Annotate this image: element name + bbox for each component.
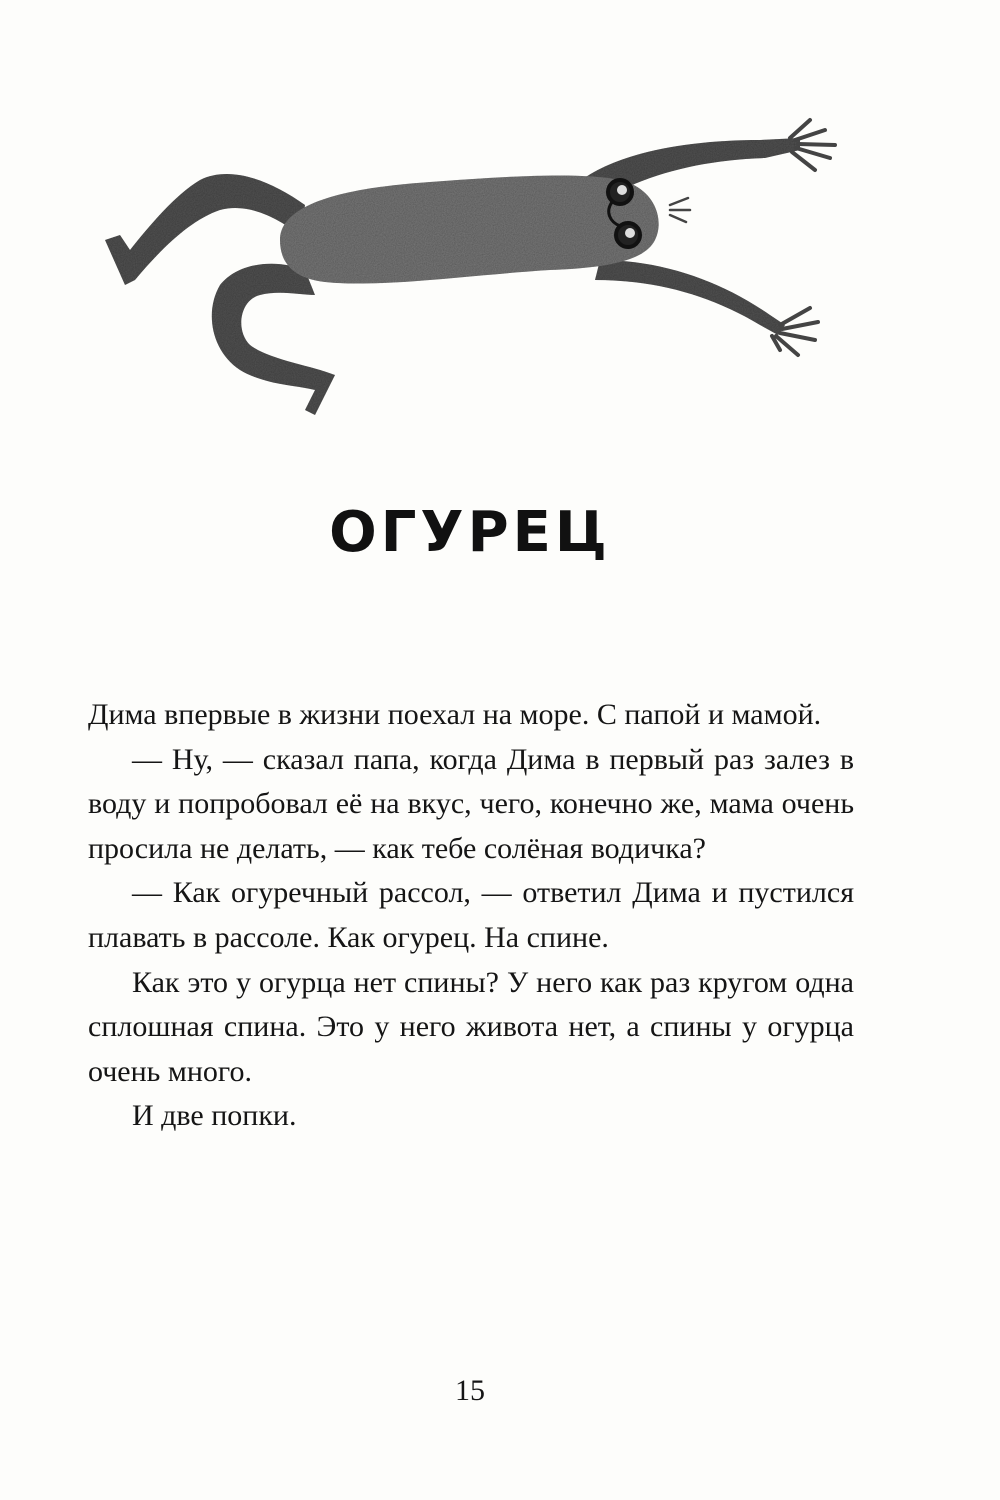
paragraph: Дима впервые в жизни поехал на море. С папой и мамой.: [88, 698, 822, 731]
chapter-body: [88, 693, 854, 1139]
chapter-title: ОГУРЕЦ: [329, 500, 611, 565]
cucumber-character-icon: [80, 110, 880, 440]
paragraph: — Как огуречный рассол, — ответил Дима и пустился плавать в рассоле. Как огурец. На спине.: [88, 876, 854, 954]
paragraph: И две попки.: [132, 1099, 297, 1133]
paragraph: Как это у огурца нет спины? У него как раз кругом одна сплошная спина. Это у него живота нет, а спины у огурца очень много.: [88, 965, 854, 1088]
page-number: 15: [455, 1374, 485, 1407]
lower-arm: [595, 260, 785, 335]
paragraph: — Ну, — сказал папа, когда Дима в первый раз залез в воду и попробовал её на вкус, чего, конечно же, мама очень просила не делать, — как тебе солёная водичка?: [88, 742, 854, 865]
snout-tuft: [670, 198, 690, 222]
left-lower-leg: [212, 264, 335, 415]
lower-hand: [772, 308, 818, 355]
upper-hand: [790, 120, 835, 170]
